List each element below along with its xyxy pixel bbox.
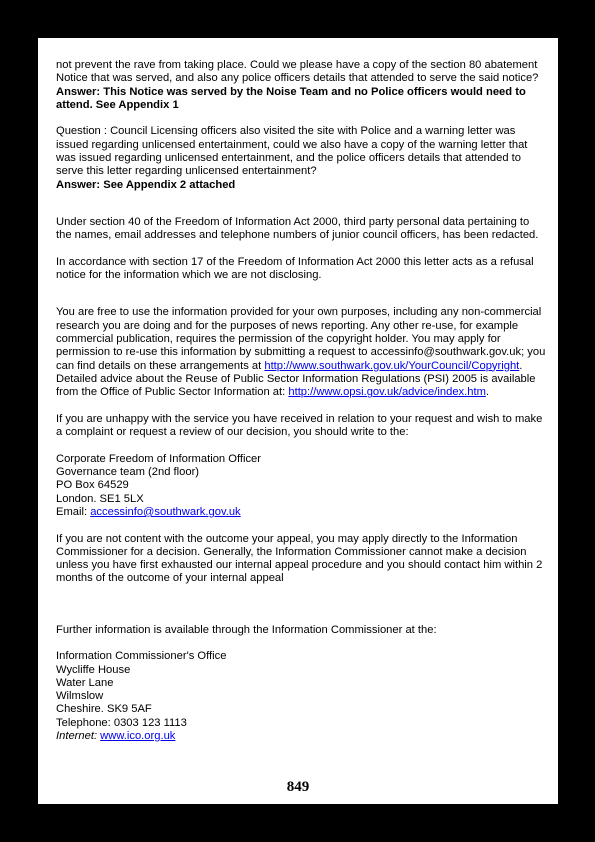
section-17-paragraph: In accordance with section 17 of the Freedom of Information Act 2000 this letter acts as a refusal notice for the information which we are not disclosing.: [56, 255, 534, 282]
appeal-paragraph: If you are not content with the outcome your appeal, you may apply directly to the Information Commissioner for a decision. Generally, the Information Commissioner cannot make a decision unless you have first exhausted our internal appeal procedure and you should contact him within 2 months of the outcome of your internal appeal: [56, 532, 543, 585]
reuse-paragraph: You are free to use the information provided for your own purposes, including any non-commercial research you are doing and for the purposes of news reporting. Any other re-use, for example commercial publication, requires the permission of the copyright holder. You may apply for permission to re-use this information by submitting a request to accessinfo@southwark.gov.uk; you can find details on these arrangements at http://www.southwark.gov.uk/YourCouncil/Copyright. Detailed advice about the Reuse of Public Sector Information Regulations (PSI) 2005 is available from the Office of Public Sector Information at: http://www.opsi.gov.uk/advice/index.htm.: [56, 306, 546, 399]
ico-website-link[interactable]: www.ico.org.uk: [100, 730, 176, 743]
question-2-text: Question : Council Licensing officers also visited the site with Police and a warning letter was issued regarding unlicensed entertainment, could we also have a copy of the warning letter that was issued regarding unlicensed entertainment, and the police officers details that attended to serve this letter regarding unlicensed entertainment?: [56, 125, 528, 178]
ico-telephone: Telephone: 0303 123 1113: [56, 716, 187, 729]
page-number: 849: [286, 779, 310, 795]
page-content: [56, 59, 546, 743]
copyright-link[interactable]: http://www.southwark.gov.uk/YourCouncil/Copyright: [264, 359, 520, 372]
foi-officer-address: Corporate Freedom of Information Officer Governance team (2nd floor) PO Box 64529 London. SE1 5LX Email: accessinfo@southwark.gov.uk: [56, 452, 261, 518]
answer-2: Answer: See Appendix 2 attached: [56, 178, 236, 191]
complaint-paragraph: If you are unhappy with the service you have received in relation to your request and wish to make a complaint or request a review of our decision, you should write to the:: [56, 412, 543, 439]
ico-address: Information Commissioner's Office Wycliffe House Water Lane Wilmslow Cheshire. SK9 5AF Telephone: 0303 123 1113 Internet: www.ico.org.uk: [56, 650, 546, 743]
document-page: [38, 38, 558, 804]
accessinfo-email-link[interactable]: accessinfo@southwark.gov.uk: [90, 505, 241, 518]
question-1-text: not prevent the rave from taking place. Could we please have a copy of the section 80 abatement Notice that was served, and also any police officers details that attended to serve the said notice?: [56, 59, 539, 85]
opsi-advice-link[interactable]: http://www.opsi.gov.uk/advice/index.htm: [288, 386, 486, 399]
further-info-paragraph: Further information is available through the Information Commissioner at the:: [56, 623, 437, 636]
answer-1: Answer: This Notice was served by the Noise Team and no Police officers would need to attend. See Appendix 1: [56, 85, 526, 111]
section-40-paragraph: Under section 40 of the Freedom of Information Act 2000, third party personal data pertaining to the names, email addresses and telephone numbers of junior council officers, has been redacted.: [56, 215, 539, 242]
